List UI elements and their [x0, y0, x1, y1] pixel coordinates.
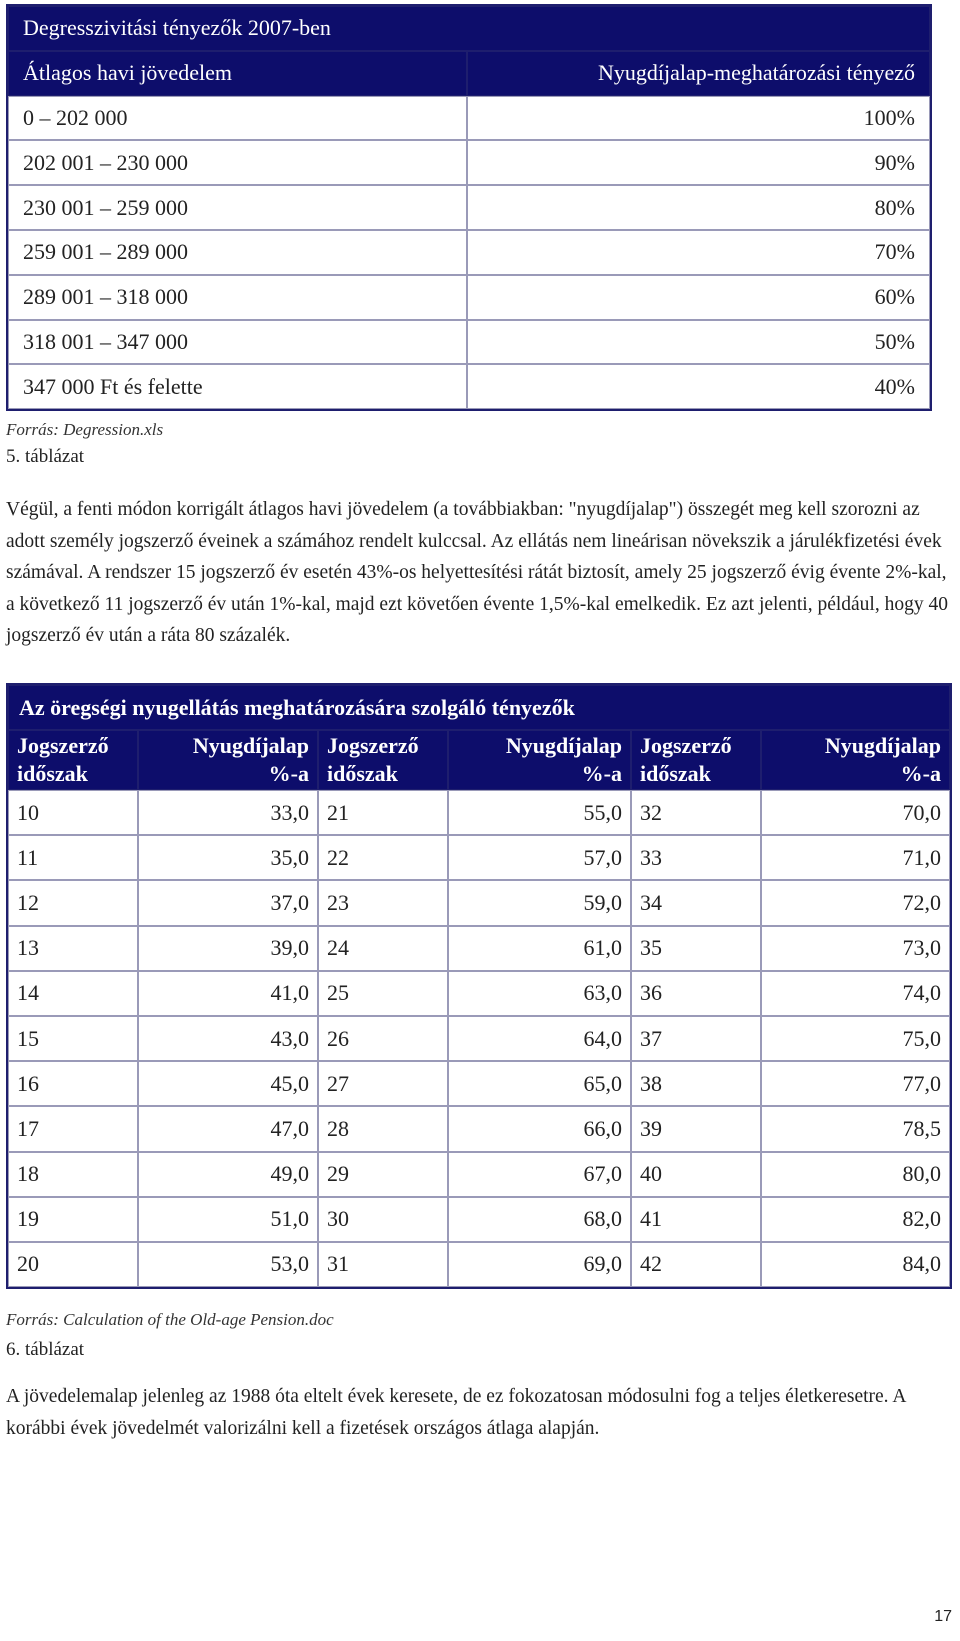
income-range-cell: 0 – 202 000	[8, 96, 467, 141]
table-title: Degresszivitási tényezők 2007-ben	[8, 6, 930, 51]
period-cell: 16	[8, 1061, 138, 1106]
period-cell: 36	[631, 971, 761, 1016]
factor-cell: 90%	[467, 140, 930, 185]
pct-cell: 57,0	[448, 835, 631, 880]
pct-cell: 53,0	[138, 1242, 318, 1287]
factor-cell: 100%	[467, 96, 930, 141]
period-cell: 12	[8, 880, 138, 925]
pct-cell: 80,0	[761, 1152, 950, 1197]
table-row	[8, 320, 930, 365]
table-caption: 5. táblázat	[6, 446, 85, 467]
table-row	[8, 140, 930, 185]
column-header-factor: Nyugdíjalap-meghatározási tényező	[467, 51, 930, 96]
factor-cell: 50%	[467, 320, 930, 365]
period-cell: 13	[8, 926, 138, 971]
factor-cell: 70%	[467, 230, 930, 275]
income-range-cell: 202 001 – 230 000	[8, 140, 467, 185]
table-title: Az öregségi nyugellátás meghatározására szolgáló tényezők	[8, 685, 950, 730]
pct-cell: 72,0	[761, 880, 950, 925]
income-range-cell: 318 001 – 347 000	[8, 320, 467, 365]
period-cell: 23	[318, 880, 448, 925]
period-cell: 30	[318, 1197, 448, 1242]
table-source: Forrás: Degression.xls	[6, 420, 164, 439]
table-row	[8, 96, 930, 141]
pct-cell: 55,0	[448, 790, 631, 835]
column-header-pct: Nyugdíjalap %-a	[761, 730, 950, 790]
pct-cell: 78,5	[761, 1106, 950, 1151]
table-row	[8, 790, 950, 835]
table-row	[8, 1016, 950, 1061]
pct-cell: 49,0	[138, 1152, 318, 1197]
table-row	[8, 835, 950, 880]
pct-cell: 65,0	[448, 1061, 631, 1106]
period-cell: 38	[631, 1061, 761, 1106]
table-row	[8, 880, 950, 925]
pct-cell: 75,0	[761, 1016, 950, 1061]
column-header-pct: Nyugdíjalap %-a	[138, 730, 318, 790]
income-range-cell: 259 001 – 289 000	[8, 230, 467, 275]
pct-cell: 66,0	[448, 1106, 631, 1151]
pct-cell: 41,0	[138, 971, 318, 1016]
factor-cell: 40%	[467, 364, 930, 409]
column-header-pct: Nyugdíjalap %-a	[448, 730, 631, 790]
pct-cell: 35,0	[138, 835, 318, 880]
table-row	[8, 230, 930, 275]
pct-cell: 84,0	[761, 1242, 950, 1287]
column-header-period: Jogszerző időszak	[318, 730, 448, 790]
pct-cell: 68,0	[448, 1197, 631, 1242]
pct-cell: 39,0	[138, 926, 318, 971]
page-number: 17	[934, 1608, 952, 1625]
pct-cell: 33,0	[138, 790, 318, 835]
period-cell: 24	[318, 926, 448, 971]
table-row	[8, 275, 930, 320]
period-cell: 15	[8, 1016, 138, 1061]
body-paragraph: A jövedelemalap jelenleg az 1988 óta eltelt évek keresete, de ez fokozatosan módosulni fog a teljes életkeresetre. A korábbi évek jövedelmét valorizálni kell a fizetések országos átlaga alapján.	[6, 1386, 906, 1439]
period-cell: 40	[631, 1152, 761, 1197]
pct-cell: 51,0	[138, 1197, 318, 1242]
income-range-cell: 347 000 Ft és felette	[8, 364, 467, 409]
period-cell: 26	[318, 1016, 448, 1061]
period-cell: 19	[8, 1197, 138, 1242]
pct-cell: 70,0	[761, 790, 950, 835]
income-range-cell: 230 001 – 259 000	[8, 185, 467, 230]
table-title-row	[8, 685, 950, 730]
period-cell: 14	[8, 971, 138, 1016]
pension-factors-table	[6, 683, 952, 1289]
table-row	[8, 1152, 950, 1197]
period-cell: 18	[8, 1152, 138, 1197]
factor-cell: 80%	[467, 185, 930, 230]
period-cell: 22	[318, 835, 448, 880]
period-cell: 10	[8, 790, 138, 835]
pct-cell: 67,0	[448, 1152, 631, 1197]
degressivity-table	[6, 4, 932, 411]
pct-cell: 63,0	[448, 971, 631, 1016]
table-row	[8, 1106, 950, 1151]
pct-cell: 64,0	[448, 1016, 631, 1061]
table-row	[8, 185, 930, 230]
table-row	[8, 1061, 950, 1106]
column-header-period: Jogszerző időszak	[8, 730, 138, 790]
pct-cell: 71,0	[761, 835, 950, 880]
pct-cell: 73,0	[761, 926, 950, 971]
table-row	[8, 364, 930, 409]
pct-cell: 45,0	[138, 1061, 318, 1106]
column-header-period: Jogszerző időszak	[631, 730, 761, 790]
period-cell: 28	[318, 1106, 448, 1151]
period-cell: 35	[631, 926, 761, 971]
period-cell: 39	[631, 1106, 761, 1151]
table-row	[8, 1242, 950, 1287]
period-cell: 42	[631, 1242, 761, 1287]
period-cell: 17	[8, 1106, 138, 1151]
table-row	[8, 971, 950, 1016]
period-cell: 25	[318, 971, 448, 1016]
table-header-row	[8, 51, 930, 96]
period-cell: 11	[8, 835, 138, 880]
period-cell: 27	[318, 1061, 448, 1106]
pct-cell: 59,0	[448, 880, 631, 925]
table-title-row	[8, 6, 930, 51]
table-caption: 6. táblázat	[6, 1339, 85, 1360]
column-header-income: Átlagos havi jövedelem	[8, 51, 467, 96]
pct-cell: 43,0	[138, 1016, 318, 1061]
table-row	[8, 1197, 950, 1242]
period-cell: 21	[318, 790, 448, 835]
table-source: Forrás: Calculation of the Old-age Pension.doc	[6, 1310, 334, 1329]
table-header-row	[8, 730, 950, 790]
pct-cell: 82,0	[761, 1197, 950, 1242]
period-cell: 20	[8, 1242, 138, 1287]
period-cell: 29	[318, 1152, 448, 1197]
pct-cell: 61,0	[448, 926, 631, 971]
table-row	[8, 926, 950, 971]
period-cell: 33	[631, 835, 761, 880]
income-range-cell: 289 001 – 318 000	[8, 275, 467, 320]
period-cell: 41	[631, 1197, 761, 1242]
pct-cell: 74,0	[761, 971, 950, 1016]
period-cell: 37	[631, 1016, 761, 1061]
period-cell: 34	[631, 880, 761, 925]
factor-cell: 60%	[467, 275, 930, 320]
pct-cell: 69,0	[448, 1242, 631, 1287]
pct-cell: 37,0	[138, 880, 318, 925]
body-paragraph: Végül, a fenti módon korrigált átlagos havi jövedelem (a továbbiakban: "nyugdíjalap") összegét meg kell szorozni az adott személy jogszerző éveinek a számához rendelt kulccsal. Az ellátás nem lineárisan növekszik a járulékfizetési évek számával. A rendszer 15 jogszerző év esetén 43%-os helyettesítési rátát biztosít, amely 25 jogszerző évig évente 2%-kal, a következő 11 jogszerző év után 1%-kal, majd ezt követően évente 1,5%-kal emelkedik. Ez azt jelenti, például, hogy 40 jogszerző év után a ráta 80 százalék.	[6, 499, 948, 646]
pct-cell: 77,0	[761, 1061, 950, 1106]
pct-cell: 47,0	[138, 1106, 318, 1151]
period-cell: 31	[318, 1242, 448, 1287]
period-cell: 32	[631, 790, 761, 835]
